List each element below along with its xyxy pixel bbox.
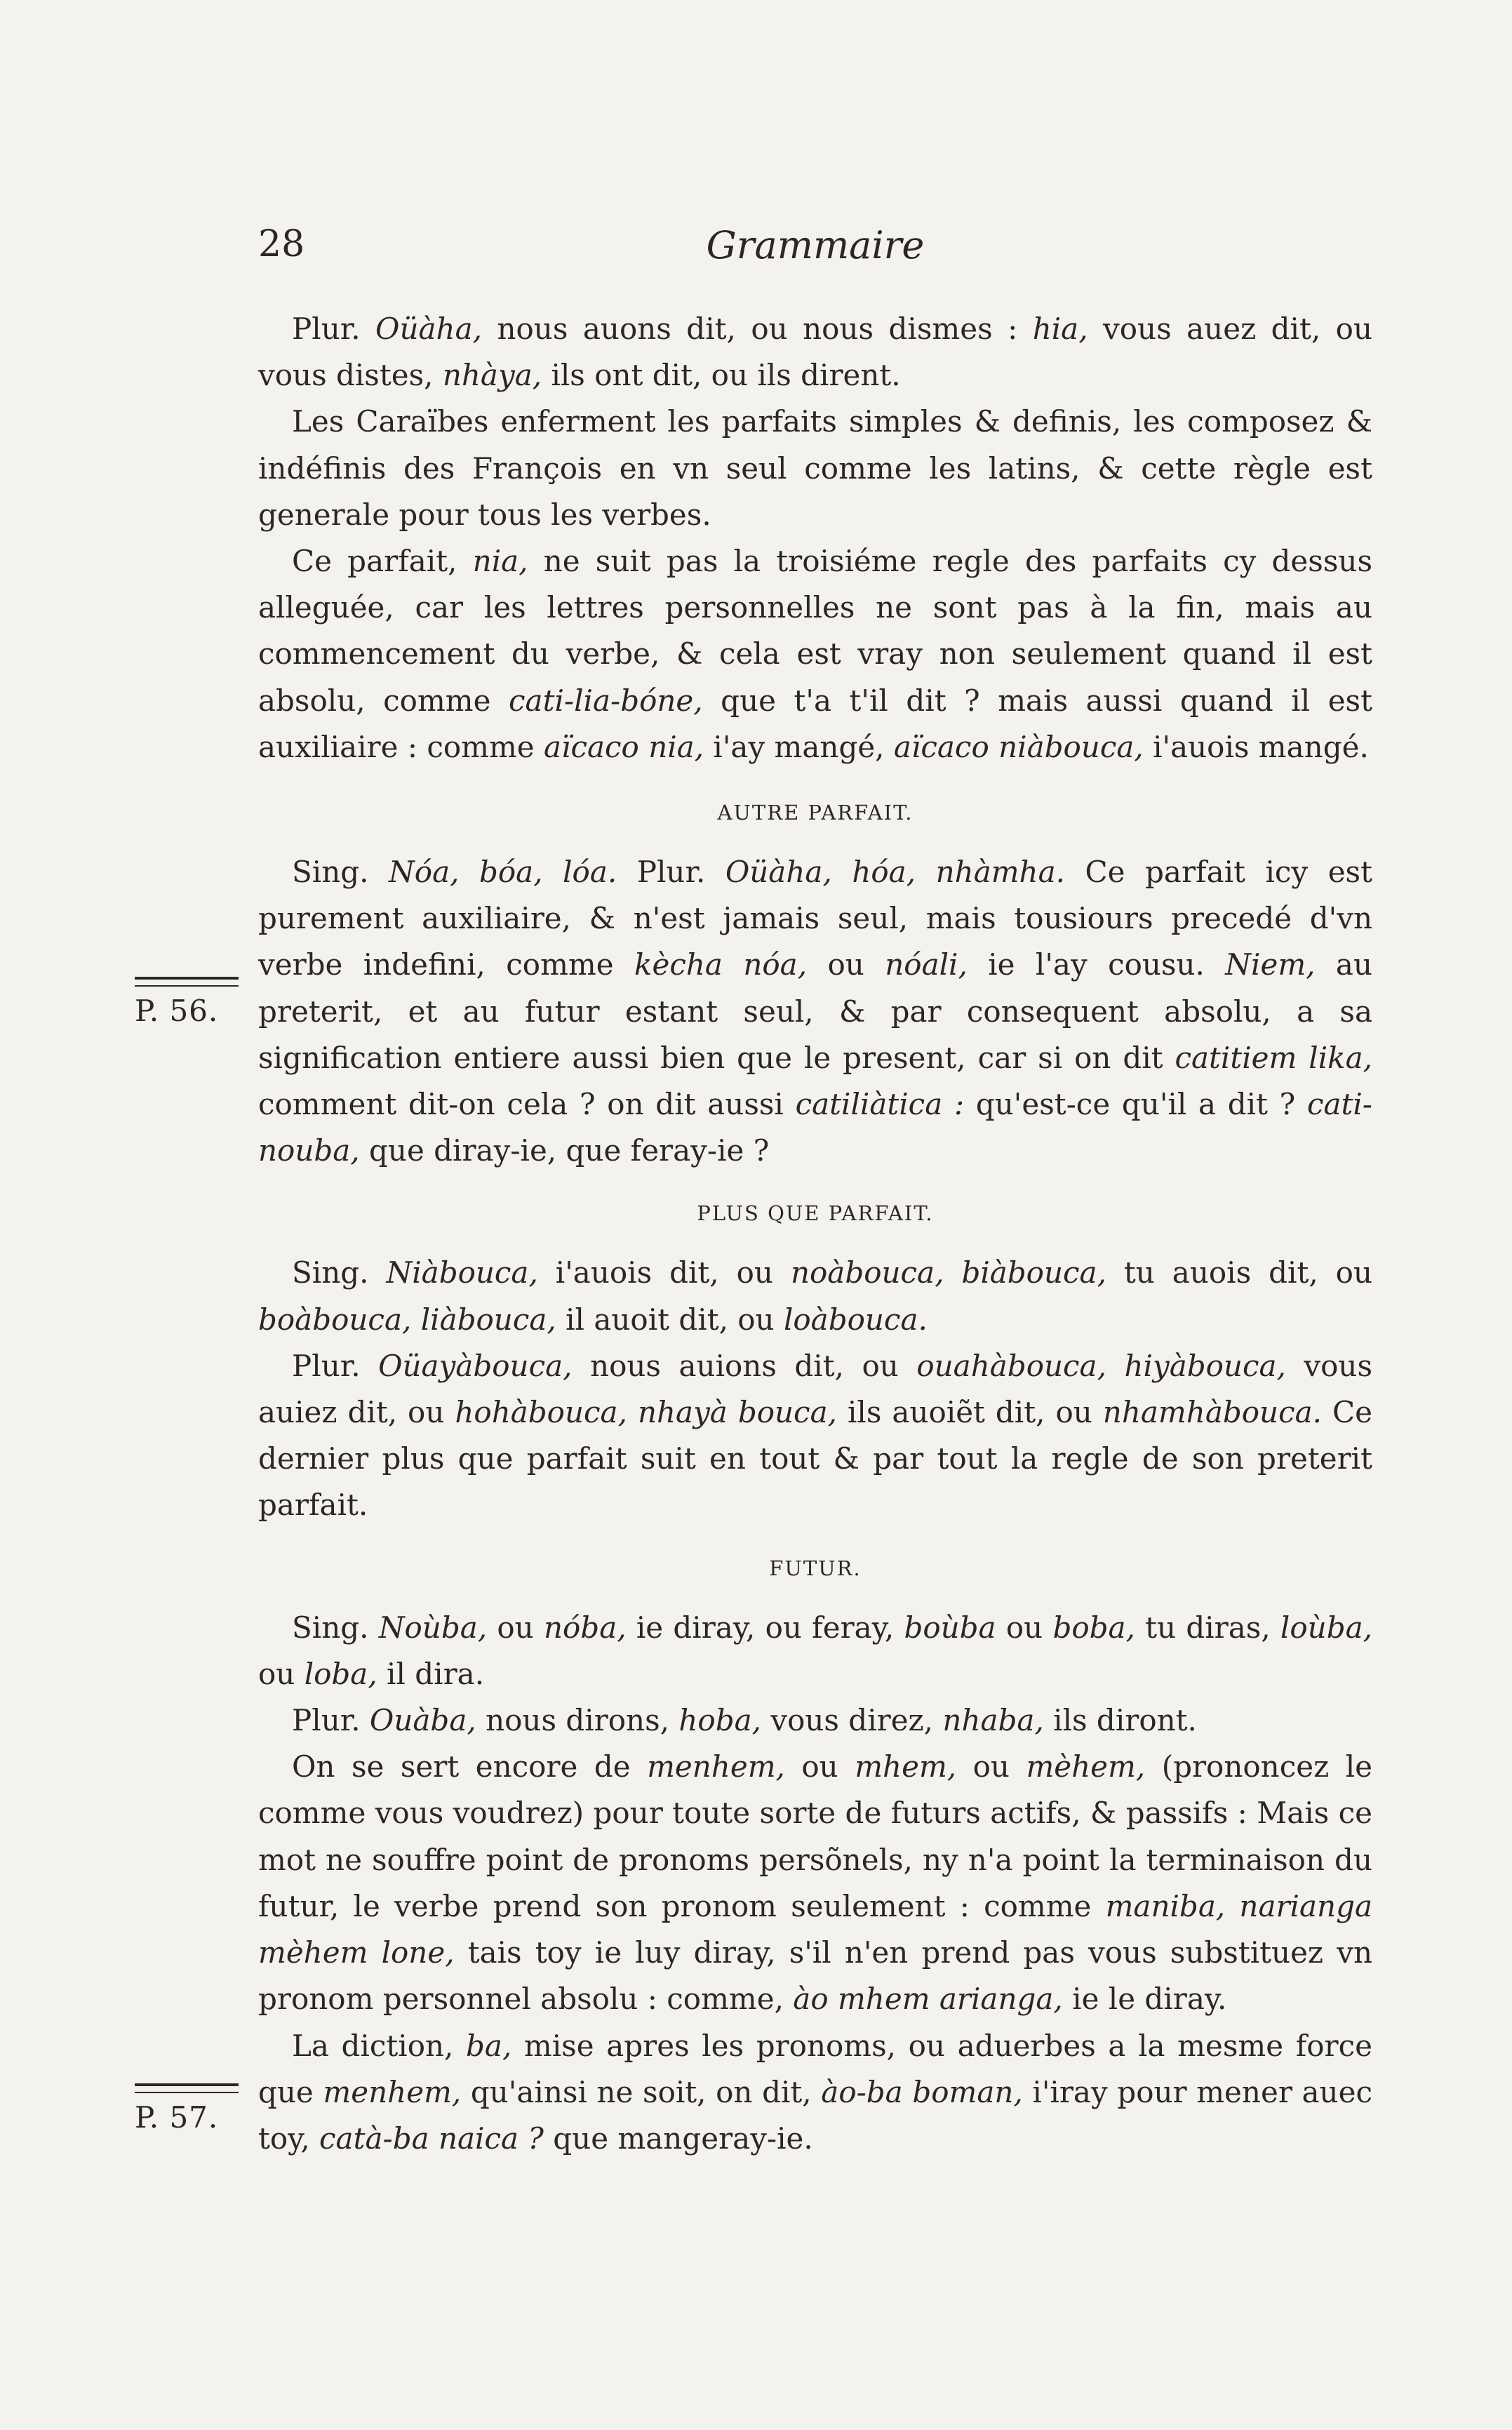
carib-term: loba, — [304, 1656, 377, 1691]
carib-term: menhem, — [647, 1749, 785, 1784]
paragraph — [258, 2023, 1372, 2163]
text-run: ou — [807, 947, 885, 982]
text-run: ne suit pas la troisiéme regle des parfaits cy dessus alleguée, car les lettres personnelles ne sont pas à la fin, mais au commencement du verbe, & cela est vray non seulement quand il est absolu, comme — [258, 544, 1372, 718]
carib-term: boàbouca, — [258, 1302, 412, 1337]
carib-term: biàbouca, — [961, 1255, 1106, 1290]
text-run — [832, 855, 852, 889]
margin-rule — [135, 2083, 239, 2093]
text-run: que diray-ie, que feray-ie ? — [359, 1133, 770, 1168]
carib-term: mhem, — [855, 1749, 957, 1784]
text-run: i'ay mangé, — [704, 729, 894, 764]
text-run — [916, 855, 936, 889]
text-run: Sing. — [292, 855, 389, 890]
text-run: tais toy ie luy diray, s'il n'en prend pas vous substituez vn pronom personnel absolu : comme, — [258, 1935, 1372, 2017]
text-run: ou — [996, 1610, 1053, 1645]
text-run: nous auons dit, ou nous dismes : — [482, 312, 1033, 346]
text-run — [627, 1395, 638, 1429]
margin-label: P. 57. — [135, 2100, 219, 2135]
carib-term: nhayà bouca, — [637, 1395, 837, 1430]
carib-term: Oüayàbouca, — [378, 1348, 573, 1383]
text-run: il auoit dit, ou — [556, 1302, 784, 1337]
paragraph — [258, 538, 1372, 770]
carib-term: catiliàtica : — [795, 1087, 965, 1122]
text-run: ie diray, ou feray, — [626, 1610, 904, 1645]
text-run: i'auois dit, ou — [537, 1255, 791, 1290]
paragraph — [258, 1343, 1372, 1529]
carib-term: nóali, — [885, 947, 968, 982]
page-header — [258, 223, 1372, 279]
carib-term: aïcaco niàbouca, — [893, 729, 1144, 764]
carib-term: boùba — [904, 1610, 996, 1645]
text-run — [459, 855, 479, 889]
page-number: 28 — [258, 223, 305, 265]
carib-term: mèhem, — [1026, 1749, 1146, 1784]
text-run: ils auoiẽt dit, ou — [836, 1395, 1103, 1430]
text-run: ou — [956, 1749, 1026, 1784]
carib-term: Ouàba, — [369, 1703, 476, 1738]
text-run: qu'ainsi ne soit, on dit, — [461, 2074, 822, 2109]
text-run: ils diront. — [1043, 1703, 1197, 1738]
text-run: ou — [258, 1656, 305, 1691]
text-run: vous auiez dit, ou — [258, 1348, 1373, 1430]
paragraph — [258, 1697, 1372, 1744]
carib-term: Oüàha, — [725, 855, 832, 890]
section-heading: AUTRE PARFAIT. — [717, 801, 914, 825]
text-run: Ce dernier plus que parfait suit en tout & par tout la regle de son preterit parfait. — [258, 1395, 1372, 1523]
carib-term: Nóa, — [389, 855, 460, 890]
carib-term: Niàbouca, — [386, 1255, 538, 1290]
section-heading: FUTUR. — [769, 1556, 862, 1580]
text-run: tu diras, — [1135, 1610, 1280, 1645]
text-run: Ce parfait, — [292, 544, 473, 579]
text-run — [1106, 1349, 1125, 1383]
carib-term: Noùba, — [378, 1610, 488, 1645]
carib-term: loàbouca. — [783, 1302, 928, 1337]
carib-term: loùba, — [1280, 1610, 1372, 1645]
text-run: comment dit-on cela ? on dit aussi — [258, 1087, 796, 1122]
text-run — [543, 855, 563, 889]
carib-term: nia, — [472, 544, 528, 579]
carib-term: nhàmha. — [935, 855, 1065, 890]
carib-term: ào mhem arianga, — [793, 1982, 1063, 2017]
text-run: Plur. — [292, 312, 376, 346]
carib-term: nhaba, — [942, 1703, 1044, 1738]
carib-term: kècha nóa, — [634, 947, 808, 982]
text-run: i'auois mangé. — [1143, 729, 1369, 764]
carib-term: catitiem lika, — [1175, 1040, 1372, 1075]
text-run: Plur. — [292, 1703, 370, 1738]
carib-term: liàbouca, — [420, 1302, 556, 1337]
text-run: Plur. — [292, 1348, 379, 1383]
text-run: Plur. — [617, 855, 725, 890]
carib-term: noàbouca, — [790, 1255, 944, 1290]
carib-term: boba, — [1052, 1610, 1135, 1645]
margin-note-p57 — [135, 2083, 239, 2135]
text-run: qu'est-ce qu'il a dit ? — [964, 1087, 1307, 1122]
carib-term: ào-ba boman, — [821, 2074, 1023, 2109]
carib-term: maniba, narianga mèhem lone, — [258, 1888, 1373, 1970]
text-run: La diction, — [292, 2028, 467, 2063]
text-run — [411, 1302, 420, 1337]
carib-term: Oüàha, — [375, 312, 482, 346]
carib-term: ba, — [466, 2028, 512, 2063]
paragraph — [258, 849, 1372, 1174]
text-run — [944, 1255, 961, 1290]
carib-term: nóba, — [543, 1610, 627, 1645]
paragraph — [258, 306, 1372, 399]
text-run: ie le diray. — [1062, 1982, 1227, 2017]
margin-label: P. 56. — [135, 994, 219, 1028]
text-run: il dira. — [377, 1656, 485, 1691]
text-run: Sing. — [292, 1610, 379, 1645]
text-run: que mangeray-ie. — [543, 2121, 813, 2156]
text-run: (prononcez le comme vous voudrez) pour toute sorte de futurs actifs, & passifs : Mais ce mot ne souffre point de pronoms persõnels, ny n'a point la terminaison du futur, le verbe prend son pronom seulement : comme — [258, 1749, 1373, 1923]
page-body — [258, 306, 1372, 2162]
paragraph — [258, 1250, 1372, 1342]
carib-term: Niem, — [1225, 947, 1316, 982]
paragraph — [258, 1605, 1372, 1697]
text-run: Sing. — [292, 1255, 387, 1290]
carib-term: menhem, — [323, 2074, 462, 2109]
paragraph — [258, 1744, 1372, 2022]
carib-term: hohàbouca, — [455, 1395, 627, 1430]
carib-term: lóa. — [563, 855, 617, 890]
carib-term: hiyàbouca, — [1124, 1348, 1286, 1383]
text-run: mise apres les pronoms, ou aduerbes a la mesme force que — [258, 2028, 1372, 2109]
text-run: ils ont dit, ou ils dirent. — [542, 358, 901, 393]
text-run: ou — [784, 1749, 855, 1784]
carib-term: hóa, — [852, 855, 916, 890]
text-run: tu auois dit, ou — [1106, 1255, 1372, 1290]
carib-term: hia, — [1032, 312, 1088, 346]
running-title: Grammaire — [706, 223, 925, 267]
carib-term: nhàya, — [442, 358, 542, 393]
section-heading: PLUS QUE PARFAIT. — [697, 1201, 934, 1226]
carib-term: nhamhàbouca. — [1102, 1395, 1322, 1430]
text-run: i'iray pour mener auec toy, — [258, 2074, 1372, 2156]
carib-term: aïcaco nia, — [544, 729, 704, 764]
carib-term: hoba, — [678, 1703, 761, 1738]
margin-rule — [135, 977, 239, 987]
text-run: ou — [487, 1610, 544, 1645]
carib-term: cati-nouba, — [258, 1087, 1373, 1168]
text-run: vous direz, — [761, 1703, 943, 1738]
text-run: que t'a t'il dit ? mais aussi quand il est auxiliaire : comme — [258, 683, 1372, 764]
margin-note-p56 — [135, 977, 239, 1028]
carib-term: ouahàbouca, — [916, 1348, 1106, 1383]
text-run: nous dirons, — [476, 1703, 679, 1738]
paragraph: Les Caraïbes enferment les parfaits simples & definis, les composez & indéfinis des François en vn seul comme les latins, & cette règle est generale pour tous les verbes. — [258, 404, 1372, 532]
text-run: nous auions dit, ou — [572, 1348, 917, 1383]
carib-term: catà-ba naica ? — [319, 2121, 544, 2156]
text-run: au preterit, et au futur estant seul, & par consequent absolu, a sa signification entiere aussi bien que le present, car si on dit — [258, 947, 1373, 1075]
carib-term: cati-lia-bóne, — [509, 683, 703, 718]
text-run: vous auez dit, ou vous distes, — [258, 312, 1373, 393]
text-run: Ce parfait icy est purement auxiliaire, & n'est jamais seul, mais tousiours precedé d'vn verbe indefini, comme — [258, 855, 1372, 982]
text-run: ie l'ay cousu. — [967, 947, 1226, 982]
text-run: On se sert encore de — [292, 1749, 648, 1784]
carib-term: bóa, — [479, 855, 543, 890]
